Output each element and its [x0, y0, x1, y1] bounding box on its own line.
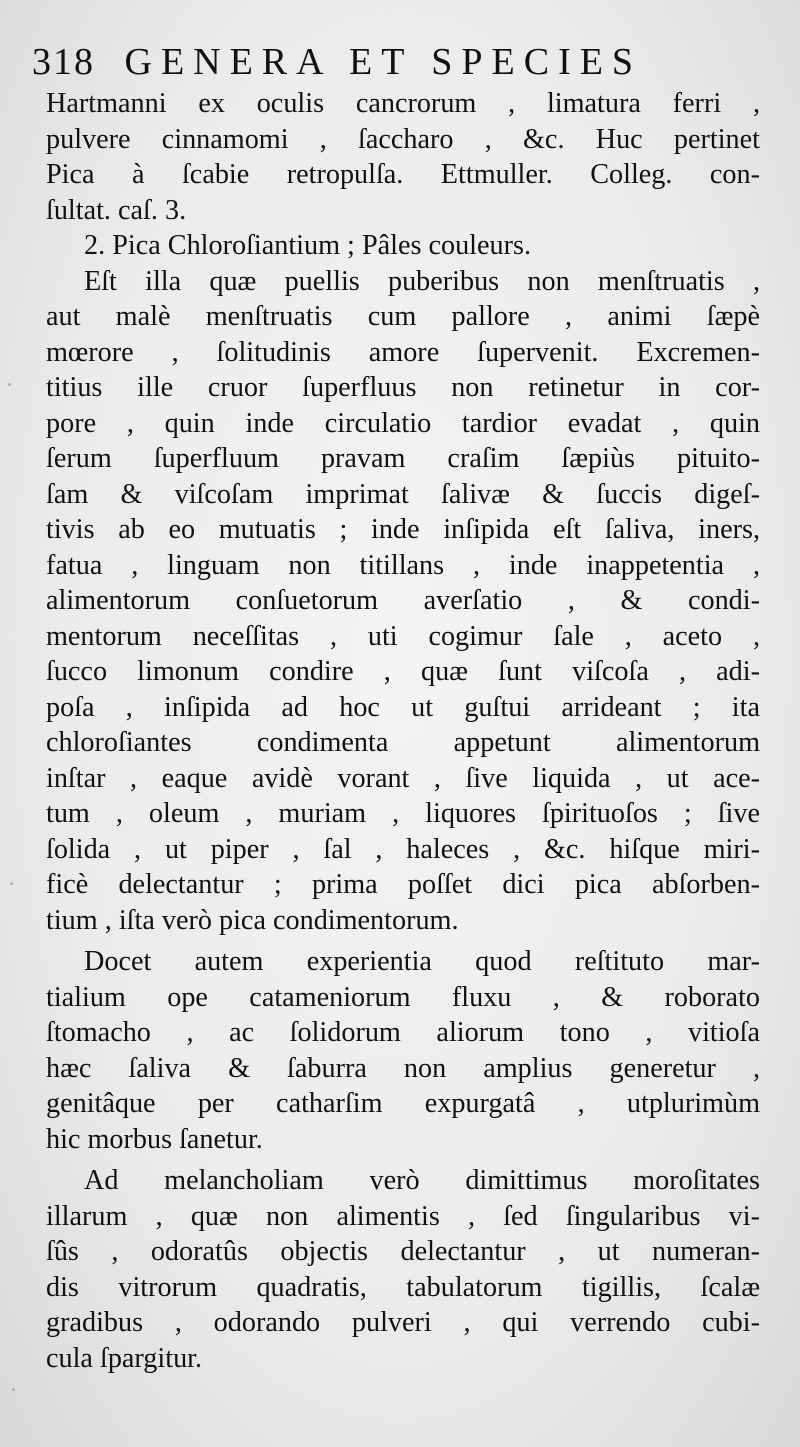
text-line: ſûs , odoratûs objectis delectantur , ut numeran- [46, 1236, 760, 1267]
text-line: illarum , quæ non alimentis , ſed ſingularibus vi- [46, 1200, 760, 1232]
text-line: ficè delectantur ; prima poſſet dici pica abſorben- [46, 869, 760, 900]
text-line: tum , oleum , muriam , liquores ſpirituoſos ; ſive [46, 798, 760, 829]
text-line: tialium ope catameniorum fluxu , & roborato [46, 981, 760, 1013]
text-line: pulvere cinnamomi , ſaccharo , &c. Huc pertinet [46, 123, 760, 155]
text-line: Hartmanni ex oculis cancrorum , limatura ferri , [46, 88, 760, 119]
text-line: poſa , inſipida ad hoc ut guſtui arrideant ; ita [46, 691, 760, 723]
text-line: tium , iſta verò pica condimentorum. [46, 904, 459, 936]
text-line: Docet autem experientia quod reſtituto mar- [84, 946, 760, 977]
text-line: hic morbus ſanetur. [46, 1123, 263, 1155]
running-header [32, 40, 642, 84]
text-line: Ad melancholiam verò dimittimus moroſitates [84, 1165, 760, 1196]
running-title: GENERA ET SPECIES [124, 41, 643, 83]
paper-speck [10, 882, 13, 885]
text-line: alimentorum conſuetorum averſatio , & condi- [46, 585, 760, 616]
text-line: aut malè menſtruatis cum pallore , animi ſæpè [46, 301, 760, 332]
text-line: ſam & viſcoſam imprimat ſalivæ & ſuccis digeſ- [46, 478, 760, 510]
text-line: hæc ſaliva & ſaburra non amplius generetur , [46, 1052, 760, 1084]
text-line: inſtar , eaque avidè vorant , ſive liquida , ut ace- [46, 762, 760, 794]
text-line: Eſt illa quæ puellis puberibus non menſtruatis , [84, 265, 760, 297]
text-line: tivis ab eo mutuatis ; inde inſipida eſt ſaliva, iners, [46, 514, 760, 545]
body-text [46, 86, 760, 1376]
text-line: Pica à ſcabie retropulſa. Ettmuller. Colleg. con- [46, 159, 760, 190]
text-line: pore , quin inde circulatio tardior evadat , quin [46, 407, 760, 439]
paper-speck [8, 383, 11, 386]
text-line: ſucco limonum condire , quæ ſunt viſcoſa , adi- [46, 656, 760, 687]
section-heading: 2. Pica Chloroſiantium ; Pâles couleurs. [84, 230, 532, 261]
page-number: 318 [32, 41, 95, 83]
text-line: titius ille cruor ſuperfluus non retinetur in cor- [46, 372, 760, 403]
text-line: ſolida , ut piper , ſal , haleces , &c. hiſque miri- [46, 833, 760, 865]
text-line: ſerum ſuperfluum pravam craſim ſæpiùs pituito- [46, 443, 760, 474]
text-line: ſultat. caſ. 3. [46, 194, 187, 226]
text-line: ſtomacho , ac ſolidorum aliorum tono , vitioſa [46, 1017, 760, 1048]
text-line: cula ſpargitur. [46, 1342, 203, 1374]
text-line: dis vitrorum quadratis, tabulatorum tigillis, ſcalæ [46, 1271, 760, 1303]
text-line: chloroſiantes condimenta appetunt alimentorum [46, 727, 760, 758]
text-line: fatua , linguam non titillans , inde inappetentia , [46, 549, 760, 581]
text-line: gradibus , odorando pulveri , qui verrendo cubi- [46, 1307, 760, 1338]
text-line: genitâque per catharſim expurgatâ , utplurimùm [46, 1088, 760, 1119]
paper-speck [12, 1388, 15, 1391]
text-line: mœrore , ſolitudinis amore ſupervenit. Excremen- [46, 336, 760, 368]
text-line: mentorum neceſſitas , uti cogimur ſale , aceto , [46, 620, 760, 652]
